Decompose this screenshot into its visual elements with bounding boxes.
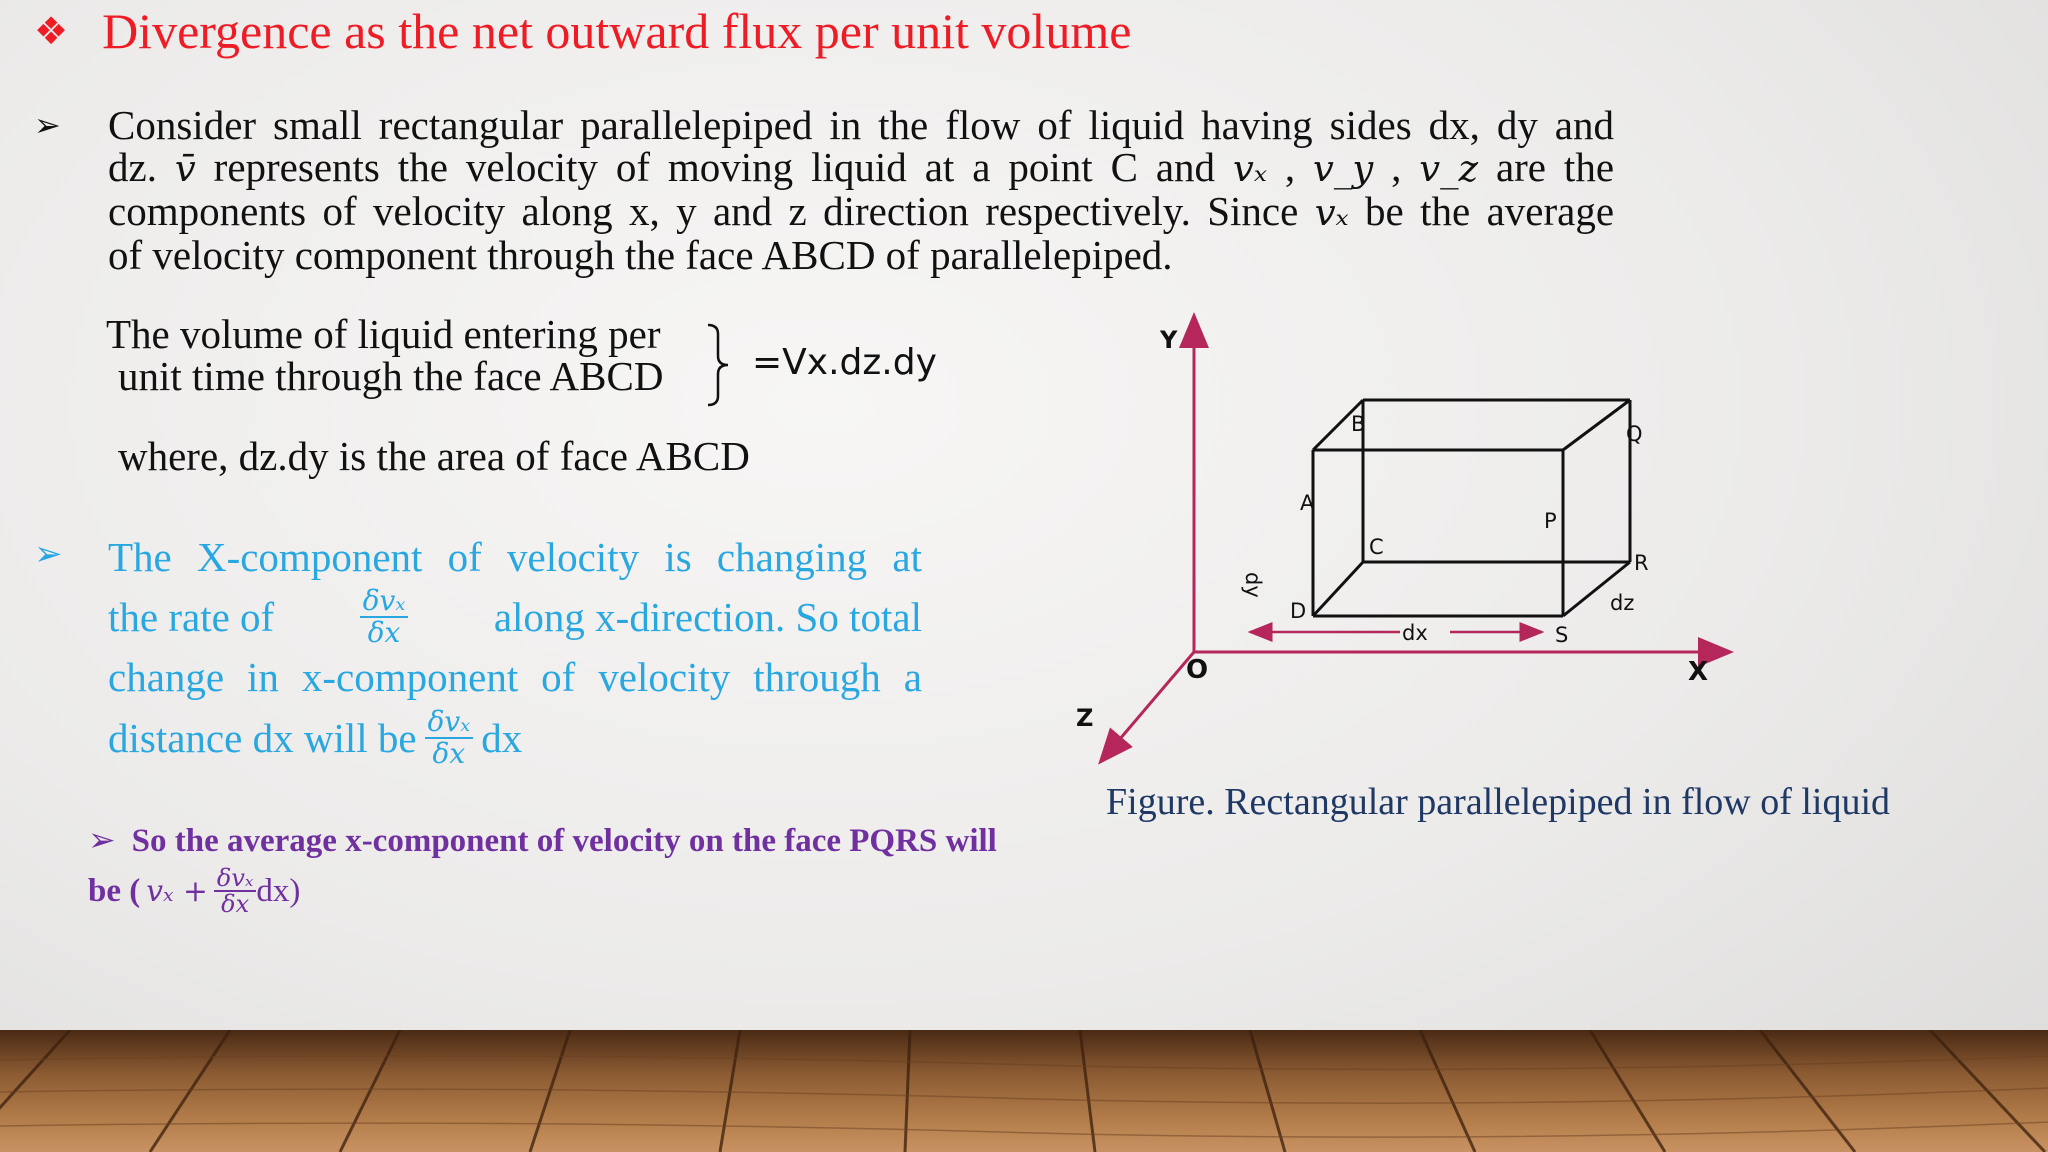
z-axis-label: Z: [1076, 704, 1094, 732]
dx-label: dx: [1402, 621, 1428, 645]
blue-arrow-bullet-icon: ➢: [34, 534, 63, 574]
blue-row-2: the rate of $\frac{\text{δvₓ}}{\delta x}$ along x-direction. So total: [108, 584, 922, 649]
intro-line-4: of velocity component through the face ABCD of parallelepiped.: [108, 232, 1173, 278]
blue-row-4: distance dx will be $\frac{\text{δvₓ}}{\delta x}$ dx: [108, 705, 523, 770]
intro-line-2: dz. v̄ represents the velocity of moving liquid at a point C and vₓ , v_y , v_z are the: [108, 144, 1615, 190]
purple-line-1: ➢ So the average x-component of velocity on the face PQRS will: [88, 820, 997, 859]
average-velocity-paragraph: [88, 820, 997, 916]
blue-row-1: The X-component of velocity is changing at: [108, 534, 922, 580]
change-fraction: $\frac{\text{δvₓ}}{\delta x}$: [425, 707, 474, 769]
z-axis: [1102, 652, 1194, 760]
x-component-paragraph: [108, 528, 922, 770]
rate-fraction: $\frac{\text{δvₓ}}{\delta x}$: [360, 586, 409, 648]
area-note: where, dz.dy is the area of face ABCD: [118, 433, 750, 479]
volume-text-line-2: unit time through the face ABCD: [118, 353, 664, 399]
x-axis-label: X: [1688, 657, 1709, 687]
avg-fraction: $\frac{\text{δvₓ}}{\delta x}$: [214, 866, 257, 916]
intro-paragraph: [108, 104, 1614, 276]
vertex-p-label: P: [1544, 509, 1557, 533]
vertex-s-label: S: [1555, 623, 1569, 647]
vertex-c-label: C: [1369, 535, 1384, 559]
wood-floor: [0, 1030, 2048, 1152]
vertex-r-label: R: [1634, 551, 1649, 575]
arrow-bullet-icon: ➢: [34, 106, 61, 144]
figure-caption: Figure. Rectangular parallelepiped in flow of liquid: [1106, 781, 1891, 823]
dz-label: dz: [1610, 591, 1635, 615]
vertex-q-label: Q: [1626, 422, 1643, 446]
slide-title-text: Divergence as the net outward flux per unit volume: [102, 3, 1132, 59]
diamond-bullet-icon: ❖: [34, 9, 69, 53]
velocity-vector-symbol: v̄: [174, 147, 196, 190]
purple-arrow-bullet-icon: ➢: [88, 820, 116, 859]
volume-text-line-1: The volume of liquid entering per: [106, 311, 661, 357]
volume-formula: =Vx.dz.dy: [752, 342, 937, 383]
parallelepiped-diagram: [1050, 300, 1750, 770]
purple-line-2: be ( vₓ + $\frac{\text{δvₓ}}{\delta x}$ dx): [88, 864, 301, 918]
dy-label: dy: [1241, 572, 1265, 598]
intro-line-3: components of velocity along x, y and z direction respectively. Since vₓ be the average: [108, 188, 1615, 234]
blue-row-3: change in x-component of velocity through a: [108, 654, 922, 700]
vertex-b-label: B: [1351, 412, 1366, 436]
right-brace-icon: [700, 322, 734, 408]
vertex-d-label: D: [1290, 599, 1307, 623]
vertex-a-label: A: [1300, 491, 1315, 515]
slide-title: [34, 2, 1131, 60]
y-axis-label: Y: [1160, 326, 1178, 354]
intro-line-1: Consider small rectangular parallelepiped in the flow of liquid having sides dx, dy and: [108, 102, 1614, 148]
origin-label: O: [1186, 655, 1209, 685]
